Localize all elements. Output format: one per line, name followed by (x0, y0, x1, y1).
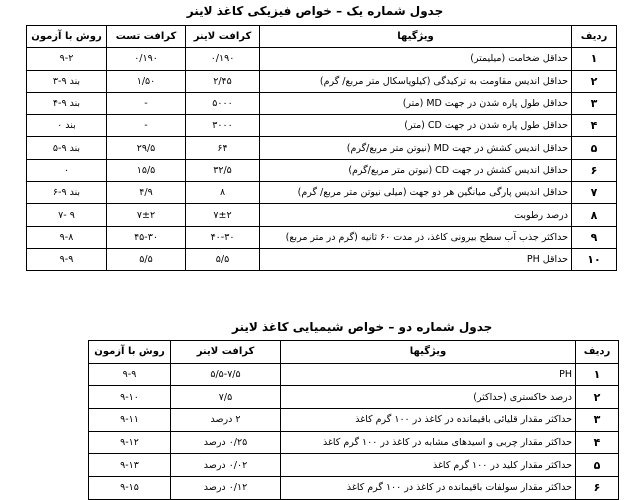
property-cell: حداکثر مقدار قلیائی باقیمانده در کاغذ در ۱۰۰ گرم کاغذ (281, 409, 576, 432)
kraft-test-cell: ۲۹/۵ (107, 137, 186, 159)
kraft-test-cell: ۴۵-۳۰ (107, 226, 186, 248)
test-method-cell: ۹ -۷ (27, 204, 107, 226)
table-header-row (27, 26, 617, 48)
kraft-liner-cell: ۵/۵-۷/۵ (171, 363, 281, 386)
property-cell: حداقل اندیس کشش در جهت MD (نیوتن متر مربع/گرم) (260, 137, 572, 159)
table-row (89, 409, 619, 432)
test-method-cell: بند ۹-۳ (27, 70, 107, 92)
row-number-cell: ۱ (576, 363, 619, 386)
property-cell: درصد رطوبت (260, 204, 572, 226)
table2-title: جدول شماره دو – خواص شیمیایی کاغذ لاینر (232, 320, 493, 334)
property-cell: حداکثر مقدار چربی و اسیدهای مشابه در کاغذ در ۱۰۰ گرم کاغذ (281, 431, 576, 454)
kraft-test-cell: ۰/۱۹۰ (107, 48, 186, 70)
table-row (89, 454, 619, 477)
table-row (27, 204, 617, 226)
physical-properties-table (26, 25, 617, 271)
test-method-cell: بند ۹-۶ (27, 182, 107, 204)
table-row (89, 431, 619, 454)
kraft-test-cell: ۷±۲ (107, 204, 186, 226)
kraft-liner-cell: ۵۰۰۰ (186, 92, 260, 114)
header-kraft-test: کرافت تست (107, 26, 186, 48)
row-number-cell: ۴ (572, 115, 617, 137)
kraft-liner-cell: ۷/۵ (171, 386, 281, 409)
table-row (27, 159, 617, 181)
kraft-test-cell: ۱/۵۰ (107, 70, 186, 92)
row-number-cell: ۵ (576, 454, 619, 477)
row-number-cell: ۹ (572, 226, 617, 248)
test-method-cell: بند ۰ (27, 115, 107, 137)
kraft-liner-cell: ۴۰-۳۰ (186, 226, 260, 248)
property-cell: حداکثر جذب آب سطح بیرونی کاغذ، در مدت ۶۰ ثانیه (گرم در متر مربع) (260, 226, 572, 248)
kraft-liner-cell: ۳۲/۵ (186, 159, 260, 181)
property-cell: حداقل طول پاره شدن در جهت MD (متر) (260, 92, 572, 114)
table-row (27, 182, 617, 204)
table-row (27, 137, 617, 159)
test-method-cell: بند ۹-۴ (27, 92, 107, 114)
kraft-test-cell: ۴/۹ (107, 182, 186, 204)
table-row (27, 248, 617, 270)
test-method-cell: ۹-۱۰ (89, 386, 171, 409)
kraft-liner-cell: ۳۰۰۰ (186, 115, 260, 137)
header-row-number: ردیف (572, 26, 617, 48)
row-number-cell: ۳ (572, 92, 617, 114)
header-test-method: روش با آزمون (89, 341, 171, 364)
table1-title: جدول شماره یک – خواص فیزیکی کاغذ لاینر (186, 4, 444, 18)
kraft-liner-cell: ۰/۱۹۰ (186, 48, 260, 70)
kraft-liner-cell: ۷±۲ (186, 204, 260, 226)
kraft-liner-cell: ۰/۱۲ درصد (171, 477, 281, 500)
header-kraft-liner: کرافت لاینر (171, 341, 281, 364)
property-cell: حداکثر مقدار کلید در ۱۰۰ گرم کاغذ (281, 454, 576, 477)
row-number-cell: ۱ (572, 48, 617, 70)
row-number-cell: ۲ (572, 70, 617, 92)
property-cell: حداقل ضخامت (میلیمتر) (260, 48, 572, 70)
header-test-method: روش با آزمون (27, 26, 107, 48)
kraft-liner-cell: ۲ درصد (171, 409, 281, 432)
test-method-cell: بند ۹-۵ (27, 137, 107, 159)
row-number-cell: ۸ (572, 204, 617, 226)
row-number-cell: ۲ (576, 386, 619, 409)
table-row (27, 70, 617, 92)
row-number-cell: ۶ (572, 159, 617, 181)
test-method-cell: ۹-۱۳ (89, 454, 171, 477)
header-properties: ویژگیها (260, 26, 572, 48)
test-method-cell: ۹-۱۱ (89, 409, 171, 432)
row-number-cell: ۱۰ (572, 248, 617, 270)
kraft-liner-cell: ۲/۴۵ (186, 70, 260, 92)
header-properties: ویژگیها (281, 341, 576, 364)
row-number-cell: ۵ (572, 137, 617, 159)
property-cell: حداقل اندیس مقاومت به ترکیدگی (کیلوپاسکال متر مربع/ گرم) (260, 70, 572, 92)
kraft-liner-cell: ۶۴ (186, 137, 260, 159)
test-method-cell: ۰ (27, 159, 107, 181)
row-number-cell: ۷ (572, 182, 617, 204)
kraft-test-cell: - (107, 115, 186, 137)
test-method-cell: ۹-۲ (27, 48, 107, 70)
property-cell: حداقل طول پاره شدن در جهت CD (متر) (260, 115, 572, 137)
test-method-cell: ۹-۹ (89, 363, 171, 386)
property-cell: حداقل PH (260, 248, 572, 270)
test-method-cell: ۹-۹ (27, 248, 107, 270)
kraft-liner-cell: ۸ (186, 182, 260, 204)
property-cell: PH (281, 363, 576, 386)
test-method-cell: ۹-۱۵ (89, 477, 171, 500)
table-header-row (89, 341, 619, 364)
property-cell: حداقل اندیس کشش در جهت CD (نیوتن متر مربع/گرم) (260, 159, 572, 181)
table-row (27, 226, 617, 248)
table-row (89, 386, 619, 409)
row-number-cell: ۴ (576, 431, 619, 454)
test-method-cell: ۹-۸ (27, 226, 107, 248)
kraft-test-cell: ۵/۵ (107, 248, 186, 270)
property-cell: حداقل اندیس پارگی میانگین هر دو جهت (میلی نیوتن متر مربع/ گرم) (260, 182, 572, 204)
property-cell: درصد خاکستری (حداکثر) (281, 386, 576, 409)
kraft-test-cell: ۱۵/۵ (107, 159, 186, 181)
table-row (27, 48, 617, 70)
kraft-liner-cell: ۰/۰۲ درصد (171, 454, 281, 477)
row-number-cell: ۶ (576, 477, 619, 500)
table-row (27, 115, 617, 137)
table-row (27, 92, 617, 114)
chemical-properties-table (88, 340, 619, 500)
kraft-liner-cell: ۰/۲۵ درصد (171, 431, 281, 454)
table-row (89, 363, 619, 386)
kraft-liner-cell: ۵/۵ (186, 248, 260, 270)
kraft-test-cell: - (107, 92, 186, 114)
header-kraft-liner: کرافت لاینر (186, 26, 260, 48)
property-cell: حداکثر مقدار سولفات باقیمانده در کاغذ در ۱۰۰ گرم کاغذ (281, 477, 576, 500)
header-row-number: ردیف (576, 341, 619, 364)
table-row (89, 477, 619, 500)
row-number-cell: ۳ (576, 409, 619, 432)
test-method-cell: ۹-۱۲ (89, 431, 171, 454)
